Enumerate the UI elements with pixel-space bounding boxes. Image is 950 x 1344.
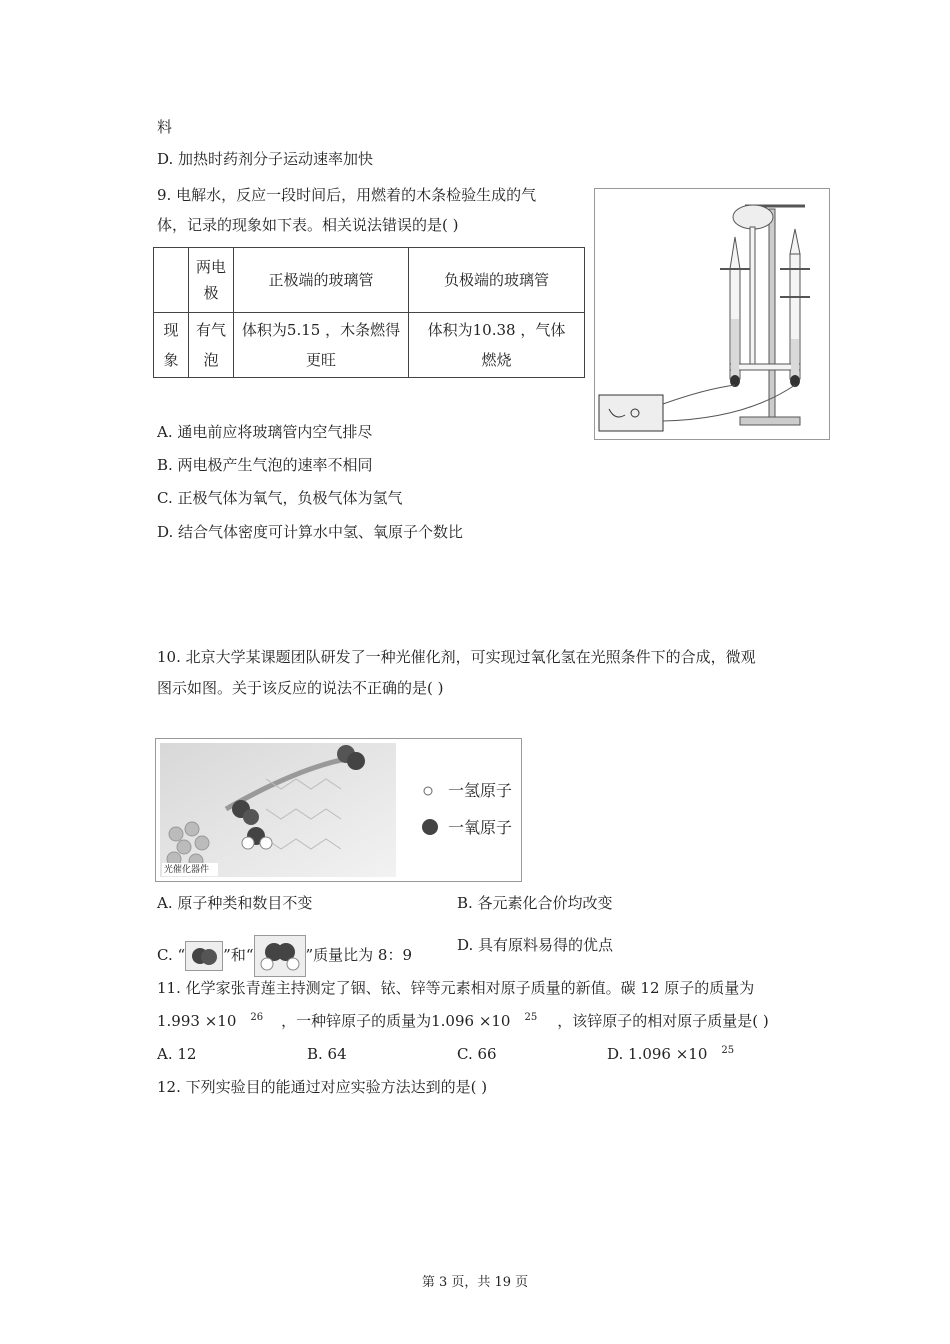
q12-stem: 12. 下列实验目的能通过对应实验方法达到的是( ) [157,1078,488,1096]
q9-stem-line1: 9. 电解水，反应一段时间后，用燃着的木条检验生成的气 [157,186,537,204]
table-header-negative: 负极端的玻璃管 [409,248,585,313]
photocatalysis-figure [155,738,522,882]
device-caption: 光催化器件 [164,865,210,875]
q10-option-a: A. 原子种类和数目不变 [157,894,313,912]
table-header-electrodes: 两电 极 [189,248,234,313]
hydrogen-peroxide-molecule-image [254,935,306,977]
q9-stem-line2: 体，记录的现象如下表。相关说法错误的是( ) [157,216,459,234]
table-cell-positive: 体积为5.15 ，木条燃得 更旺 [234,313,409,378]
q11-option-c: C. 66 [457,1045,497,1063]
q11-option-d: D. 1.096 ×10 $^{25}$ [607,1045,735,1063]
table-cell-bubbles: 有气 泡 [189,313,234,378]
table-corner [154,248,189,313]
q9-table [153,247,585,378]
legend-oxygen: 一氧原子 [448,818,513,837]
table-header-positive: 正极端的玻璃管 [234,248,409,313]
continued-text: 料 [157,118,173,136]
q10-option-d: D. 具有原料易得的优点 [457,936,614,954]
oxygen-molecule-image [185,941,223,971]
q10-option-b: B. 各元素化合价均改变 [457,894,613,912]
q11-option-a: A. 12 [157,1045,197,1063]
legend-hydrogen: 一氢原子 [448,781,513,800]
table-row-label: 现 象 [154,313,189,378]
q9-option-d: D. 结合气体密度可计算水中氢、氧原子个数比 [157,523,464,541]
q9-option-b: B. 两电极产生气泡的速率不相同 [157,456,373,474]
q11-option-b: B. 64 [307,1045,347,1063]
q8-option-d: D. 加热时药剂分子运动速率加快 [157,150,374,168]
q10-stem-line2: 图示如图。关于该反应的说法不正确的是( ) [157,679,444,697]
table-cell-negative: 体积为10.38 ，气体 燃烧 [409,313,585,378]
page-footer: 第 3 页，共 19 页 [421,1275,529,1290]
q9-option-c: C. 正极气体为氧气，负极气体为氢气 [157,489,403,507]
q11-stem-line2: 1.993 ×10 $^{26}$ ，一种锌原子的质量为1.096 ×10 $^{25}$ ，该锌原子的相对原子质量是( ) [157,1012,769,1030]
electrolysis-apparatus-figure [594,188,830,440]
q11-stem-line1: 11. 化学家张青莲主持测定了铟、铱、锌等元素相对原子质量的新值。碳 12 原子的质量为 [157,979,755,997]
q9-option-a: A. 通电前应将玻璃管内空气排尽 [157,423,373,441]
q10-option-c: C. “ ”和“ ”质量比为 8：9 [157,935,412,977]
q10-stem-line1: 10. 北京大学某课题团队研发了一种光催化剂，可实现过氧化氢在光照条件下的合成，微观 [157,648,756,666]
